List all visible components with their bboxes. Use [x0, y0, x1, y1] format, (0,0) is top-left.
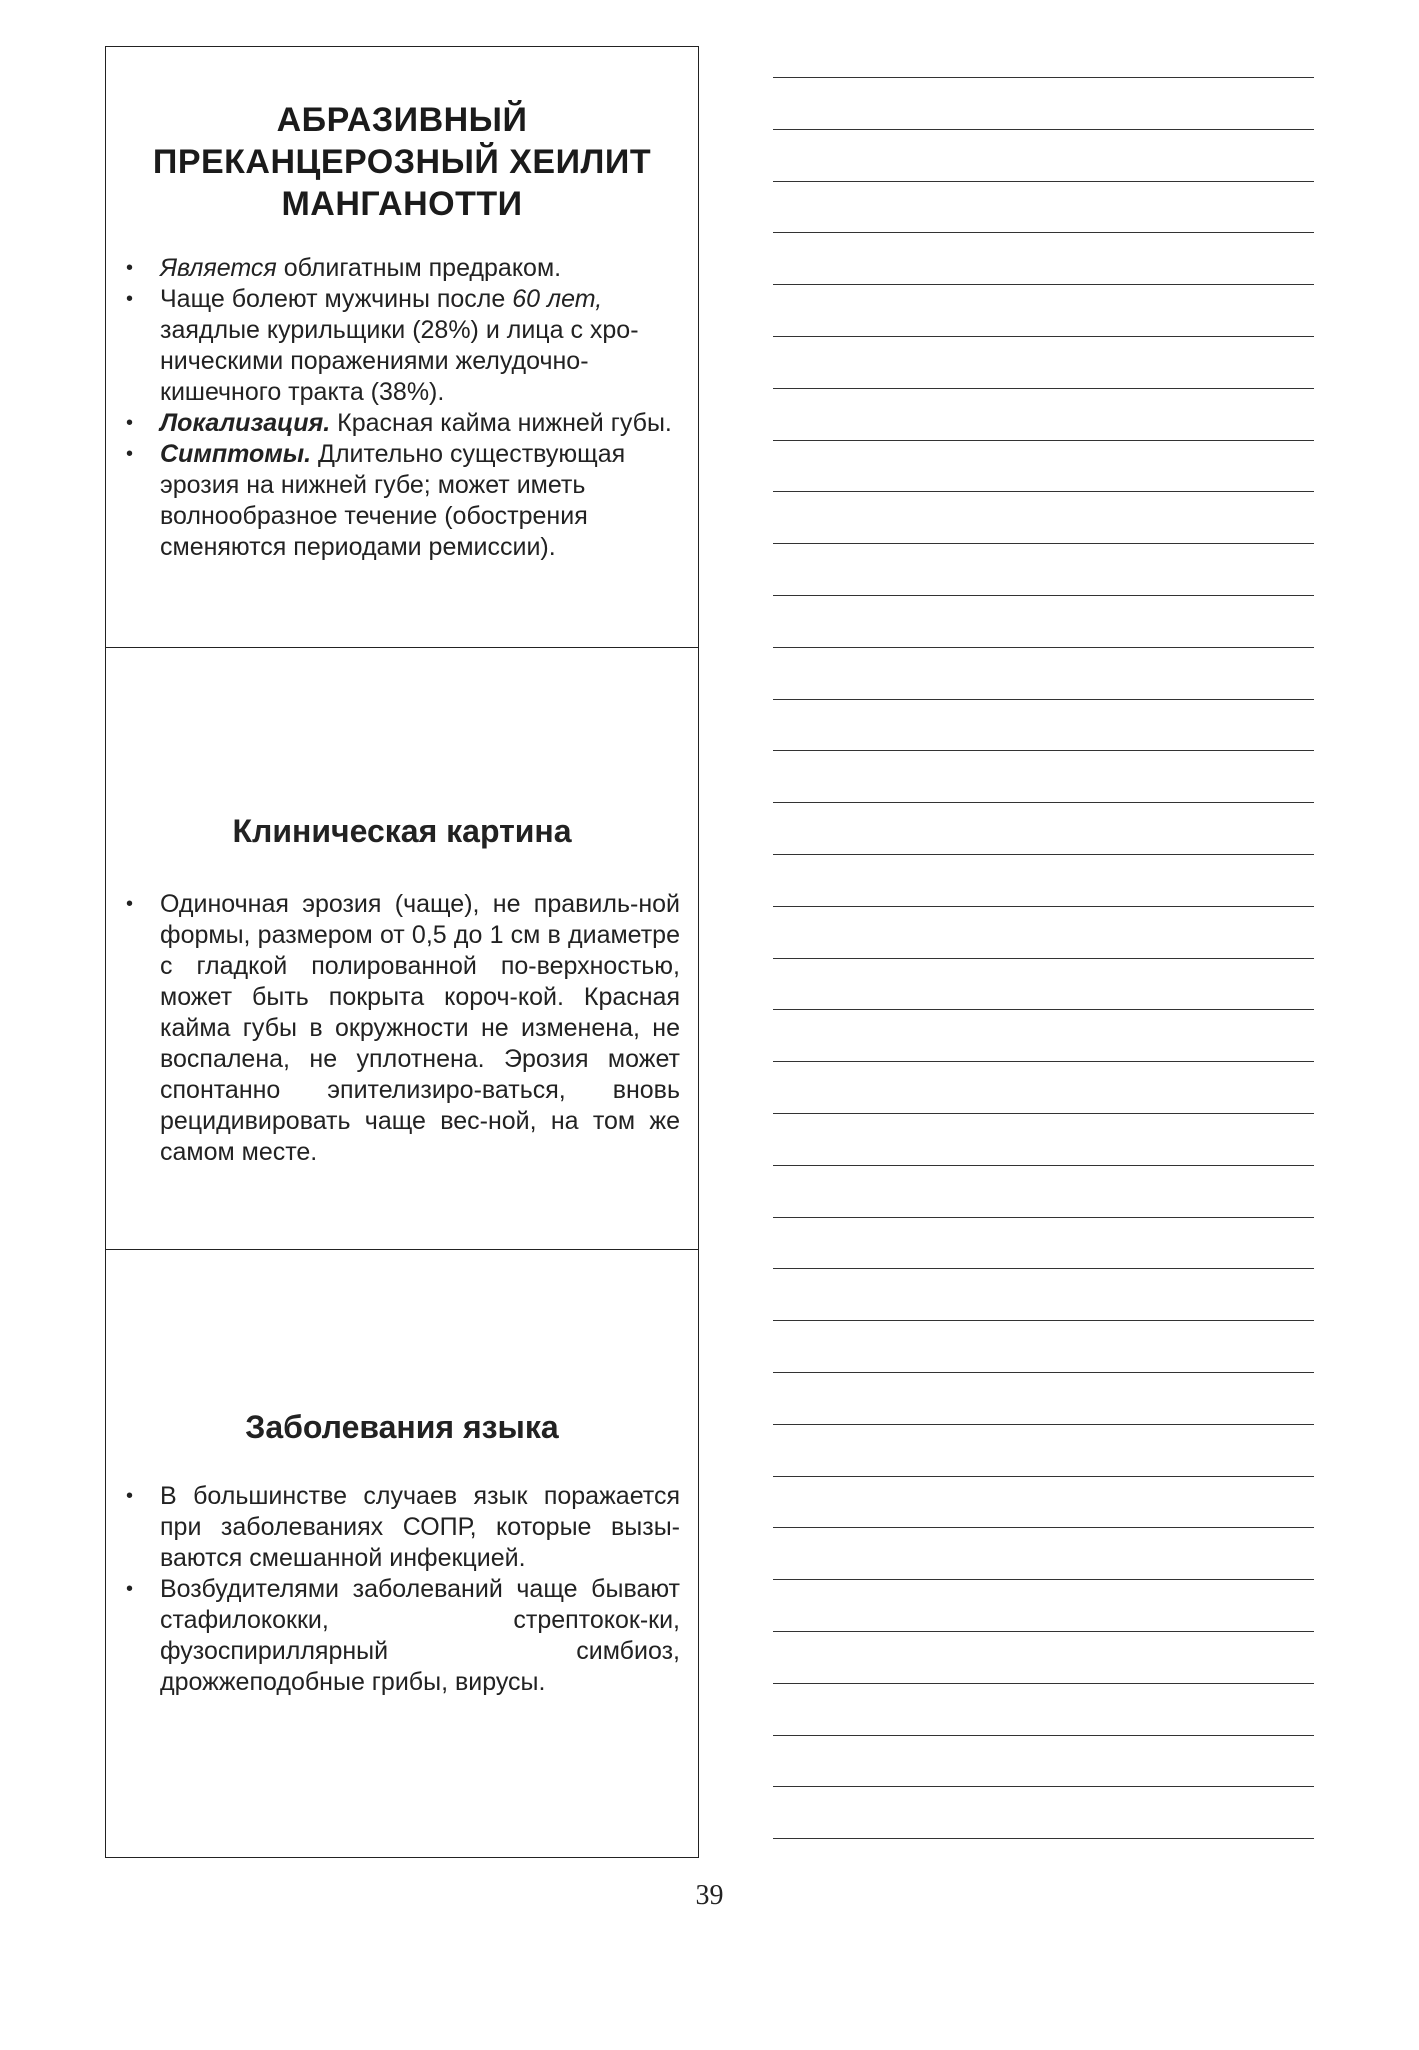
note-line: [773, 906, 1314, 907]
note-line: [773, 388, 1314, 389]
note-line: [773, 284, 1314, 285]
note-line: [773, 1113, 1314, 1114]
note-line: [773, 958, 1314, 959]
section-heading: Клиническая картина: [232, 813, 572, 849]
list-item: • В большинстве случаев язык поражается при заболеваниях СОПР, которые вызы-ваются смешанной инфекцией.: [126, 1481, 680, 1574]
page-number: 39: [695, 1880, 724, 1911]
list-item: [126, 439, 680, 563]
note-line: [773, 1786, 1314, 1787]
note-line: [773, 1735, 1314, 1736]
note-line: [773, 1268, 1314, 1269]
note-line: [773, 232, 1314, 233]
note-line: [773, 1372, 1314, 1373]
note-line: [773, 1527, 1314, 1528]
note-line: [773, 1009, 1314, 1010]
list-item-text: Длительно существующая эрозия на нижней губе; может иметь волнообразное течение (обострения сменяются периодами ремиссии).: [160, 440, 626, 561]
title-line-1: АБРАЗИВНЫЙ: [276, 101, 528, 139]
list-item-text: облигатным предраком.: [276, 254, 562, 282]
content-frame: [105, 46, 699, 1858]
note-line: [773, 1838, 1314, 1839]
note-line: [773, 77, 1314, 78]
note-line: [773, 1165, 1314, 1166]
list-item: [126, 408, 680, 439]
note-line: [773, 1061, 1314, 1062]
section-heading: Заболевания языка: [245, 1409, 559, 1445]
note-line: [773, 595, 1314, 596]
section-clinical-picture: [106, 647, 698, 1249]
note-line: [773, 181, 1314, 182]
note-line: [773, 336, 1314, 337]
note-line: [773, 750, 1314, 751]
note-line: [773, 1424, 1314, 1425]
bullet-list: [126, 889, 680, 1168]
note-line: [773, 129, 1314, 130]
note-line: [773, 699, 1314, 700]
note-line: [773, 1683, 1314, 1684]
list-item-text: Красная кайма нижней губы.: [330, 409, 672, 437]
list-item-text: Чаще болеют мужчины после: [160, 285, 513, 313]
section-abrasive-cheilitis: [106, 47, 698, 647]
list-item: • Возбудителями заболеваний чаще бывают стафилококки, стрептокок-ки, фузоспириллярный симбиоз, дрожжеподобные грибы, вирусы.: [126, 1574, 680, 1698]
note-line: [773, 491, 1314, 492]
note-line: [773, 1320, 1314, 1321]
bold-term: Локализация.: [160, 409, 331, 437]
italic-term: 60 лет,: [512, 285, 603, 313]
bullet-list: [126, 253, 680, 563]
note-line: [773, 543, 1314, 544]
italic-term: Является: [160, 254, 277, 282]
note-line: [773, 802, 1314, 803]
list-item: • Одиночная эрозия (чаще), не правиль-ной формы, размером от 0,5 до 1 см в диаметре с гладкой полированной по-верхностью, может быть покрыта короч-кой. Красная кайма губы в окружности не изменена, не воспалена, не уплотнена. Эрозия может спонтанно эпителизиро-ваться, вновь рецидивировать чаще вес-ной, на том же самом месте.: [126, 889, 680, 1168]
note-line: [773, 1476, 1314, 1477]
section-title: [106, 99, 698, 225]
note-line: [773, 854, 1314, 855]
title-line-3: МАНГАНОТТИ: [281, 185, 523, 223]
section-tongue-diseases: [106, 1249, 698, 1859]
note-line: [773, 1579, 1314, 1580]
note-line: [773, 1631, 1314, 1632]
note-line: [773, 647, 1314, 648]
title-line-2: ПРЕКАНЦЕРОЗНЫЙ ХЕИЛИТ: [152, 143, 652, 181]
list-item: [126, 284, 680, 408]
list-item-text: заядлые курильщики (28%) и лица с хро-ническими поражениями желудочно-кишечного тракта (38%).: [160, 316, 639, 406]
list-item: [126, 253, 680, 284]
bold-term: Симптомы.: [160, 440, 312, 468]
note-line: [773, 1217, 1314, 1218]
note-line: [773, 440, 1314, 441]
bullet-list: [126, 1481, 680, 1698]
